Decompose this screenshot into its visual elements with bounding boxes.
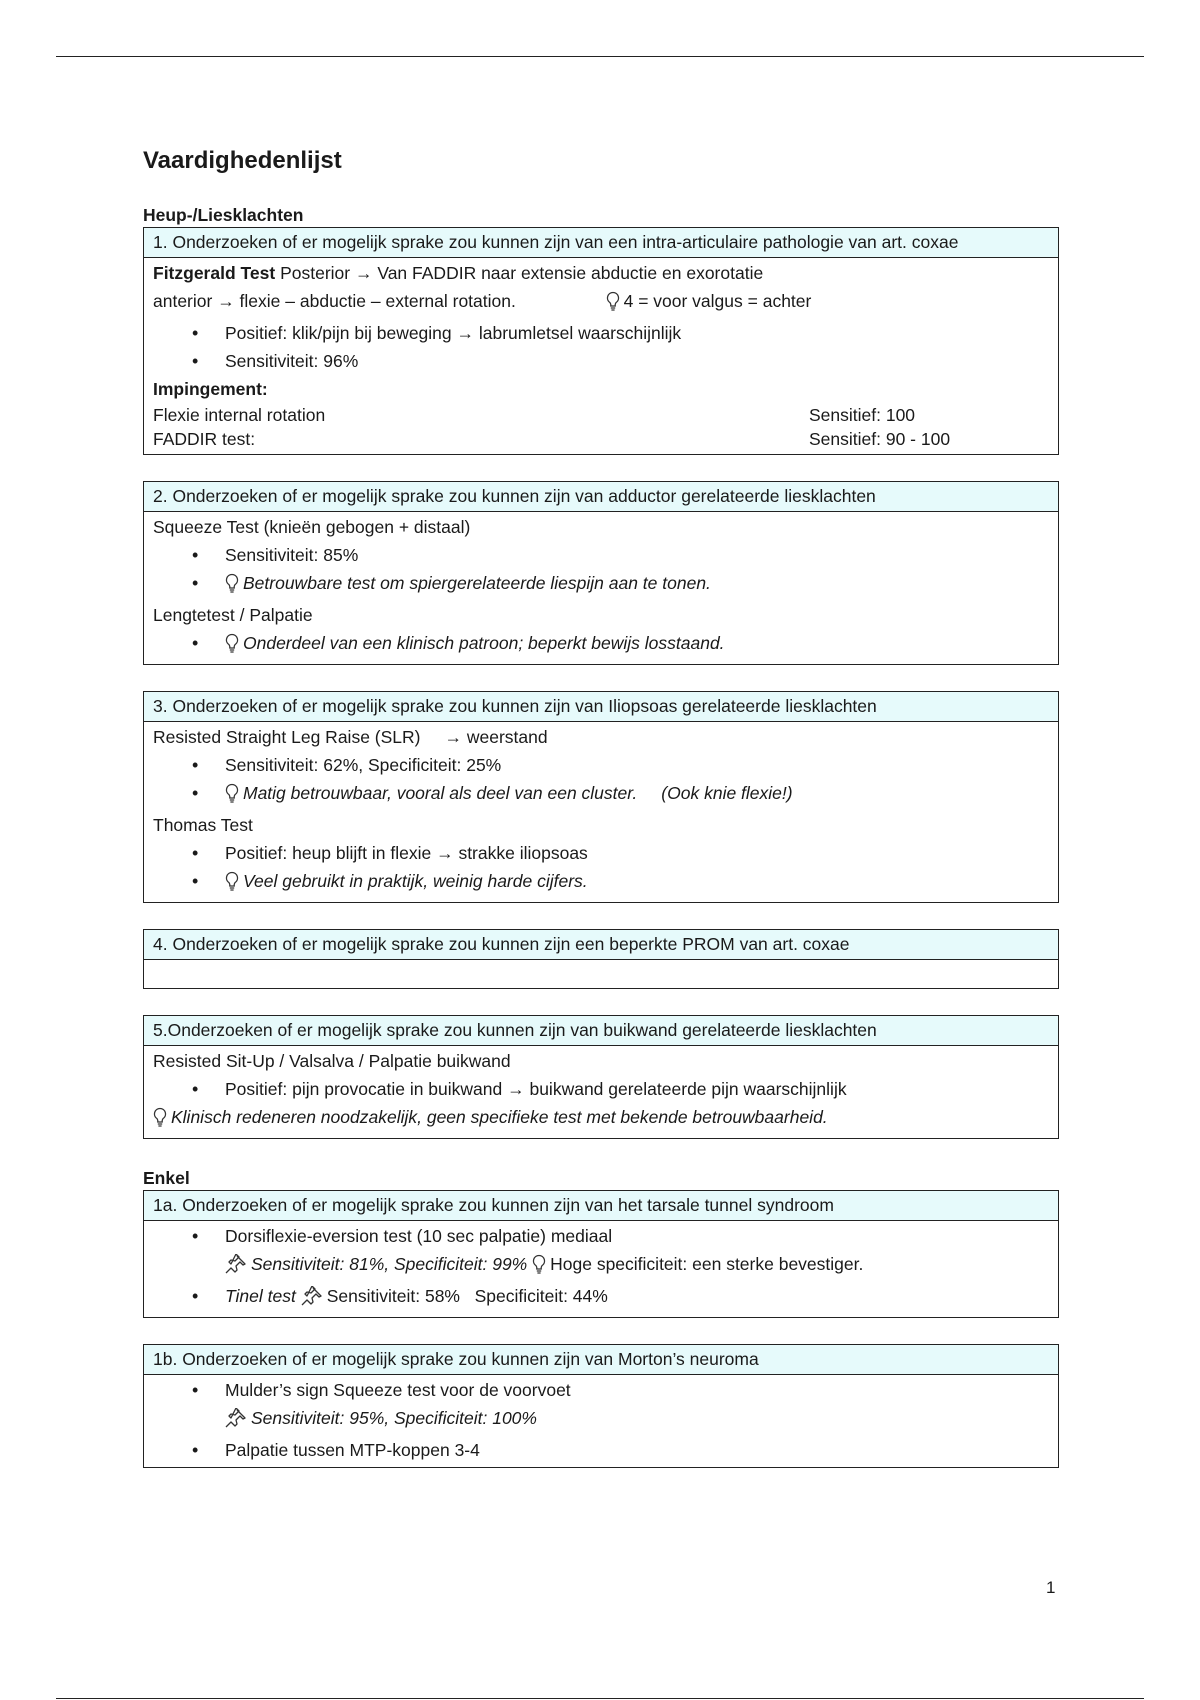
pushpin-icon <box>225 1408 247 1436</box>
impingement-test-value: Sensitief: 100 <box>809 405 916 425</box>
fitzgerald-bullets <box>153 319 1049 375</box>
list-item: • Sensitiviteit: 62%, Specificiteit: 25% <box>225 751 1049 779</box>
list-item <box>225 1282 1049 1314</box>
skill-box-5 <box>143 1015 1059 1139</box>
list-item: • Mulder’s sign Squeeze test voor de voorvoet <box>225 1376 1049 1404</box>
fitzgerald-test-label: Fitzgerald Test <box>153 263 276 283</box>
page-number: 1 <box>1046 1578 1056 1597</box>
skill-box-6-body <box>144 1221 1058 1317</box>
list-item: • Positief: heup blijft in flexie → strakke iliopsoas <box>225 839 1049 867</box>
impingement-row <box>153 427 1049 451</box>
skill-box-1-header: 1. Onderzoeken of er mogelijk sprake zou kunnen zijn van een intra-articulaire pathologie van art. coxae <box>144 228 1058 258</box>
tip-text: Betrouwbare test om spiergerelateerde liespijn aan te tonen. <box>243 573 711 593</box>
list-item <box>225 629 1049 661</box>
list-item: • Sensitiviteit: 96% <box>225 347 1049 375</box>
slr-test-label: Resisted Straight Leg Raise (SLR) <box>153 727 421 747</box>
section-heading-ankle: Enkel <box>143 1168 190 1188</box>
impingement-heading: Impingement: <box>153 379 268 399</box>
skill-box-6 <box>143 1190 1059 1318</box>
skill-box-4-header: 4. Onderzoeken of er mogelijk sprake zou kunnen zijn een beperkte PROM van art. coxae <box>144 930 1058 960</box>
footer-rule <box>56 1698 1144 1699</box>
list-item: • Positief: klik/pijn bij beweging → labrumletsel waarschijnlijk <box>225 319 1049 347</box>
anterior-line <box>153 287 1049 319</box>
skill-box-7-body <box>144 1375 1058 1467</box>
pushpin-icon <box>225 1254 247 1282</box>
squeeze-bullets <box>153 541 1049 601</box>
tip-text: Klinisch redeneren noodzakelijk, geen specifieke test met bekende betrouwbaarheid. <box>171 1107 828 1127</box>
tip-note: (Ook knie flexie!) <box>661 783 793 803</box>
document-content <box>143 144 1059 1494</box>
thomas-test-line: Thomas Test <box>153 815 253 835</box>
header-rule <box>56 56 1144 57</box>
lightbulb-icon <box>153 1107 167 1135</box>
fitzgerald-description: Posterior → Van FADDIR naar extensie abductie en exorotatie <box>280 263 764 283</box>
lengtetest-line: Lengtetest / Palpatie <box>153 605 313 625</box>
sensitivity-text: Sensitiviteit: 95%, Specificiteit: 100% <box>251 1408 537 1428</box>
skill-box-6-header: 1a. Onderzoeken of er mogelijk sprake zou kunnen zijn van het tarsale tunnel syndroom <box>144 1191 1058 1221</box>
slr-line <box>153 723 1049 751</box>
squeeze-test-line: Squeeze Test (knieën gebogen + distaal) <box>153 517 471 537</box>
skill-box-4 <box>143 929 1059 989</box>
impingement-test-label: FADDIR test: <box>153 429 256 449</box>
section-heading-hip: Heup-/Liesklachten <box>143 205 304 225</box>
tip-text: Hoge specificiteit: een sterke bevestiger. <box>550 1254 864 1274</box>
lightbulb-icon <box>606 291 620 319</box>
tip-text: Onderdeel van een klinisch patroon; beperkt bewijs losstaand. <box>243 633 725 653</box>
impingement-test-label: Flexie internal rotation <box>153 405 326 425</box>
skill-box-3-header: 3. Onderzoeken of er mogelijk sprake zou kunnen zijn van Iliopsoas gerelateerde liesklachten <box>144 692 1058 722</box>
fitzgerald-line <box>153 259 1049 287</box>
pushpin-icon <box>301 1286 323 1314</box>
skill-box-1 <box>143 227 1059 455</box>
skill-box-1-body <box>144 258 1058 454</box>
situp-bullets <box>153 1075 1049 1103</box>
sensitivity-text: Sensitiviteit: 58% Specificiteit: 44% <box>326 1286 608 1306</box>
lightbulb-icon <box>225 633 239 661</box>
skill-box-2-header: 2. Onderzoeken of er mogelijk sprake zou kunnen zijn van adductor gerelateerde liesklachten <box>144 482 1058 512</box>
skill-box-7 <box>143 1344 1059 1468</box>
list-item <box>225 569 1049 601</box>
situp-line: Resisted Sit-Up / Valsalva / Palpatie buikwand <box>153 1051 511 1071</box>
skill-box-5-body <box>144 1046 1058 1138</box>
tip-text: Matig betrouwbaar, vooral als deel van een cluster. <box>243 783 638 803</box>
list-item <box>225 867 1049 899</box>
thomas-bullets <box>153 839 1049 899</box>
clinical-reasoning-line <box>153 1103 1049 1135</box>
skill-box-5-header: 5.Onderzoeken of er mogelijk sprake zou kunnen zijn van buikwand gerelateerde liesklachten <box>144 1016 1058 1046</box>
list-item: • Positief: pijn provocatie in buikwand → buikwand gerelateerde pijn waarschijnlijk <box>225 1075 1049 1103</box>
slr-bullets <box>153 751 1049 811</box>
skill-box-3 <box>143 691 1059 903</box>
skill-box-4-body <box>144 960 1058 988</box>
page-title: Vaardighedenlijst <box>143 147 342 174</box>
lightbulb-icon <box>225 871 239 899</box>
tip-text: 4 = voor valgus = achter <box>623 291 812 311</box>
lightbulb-icon <box>225 573 239 601</box>
morton-stats-line <box>153 1404 1049 1436</box>
list-item <box>225 779 1049 811</box>
impingement-row <box>153 403 1049 427</box>
skill-box-3-body <box>144 722 1058 902</box>
sensitivity-text: Sensitiviteit: 81%, Specificiteit: 99% <box>251 1254 528 1274</box>
list-item: • Palpatie tussen MTP-koppen 3-4 <box>225 1436 1049 1464</box>
lightbulb-icon <box>225 783 239 811</box>
skill-box-2 <box>143 481 1059 665</box>
lightbulb-icon <box>532 1254 546 1282</box>
tarsal-bullets <box>153 1222 1049 1250</box>
list-item: • Dorsiflexie-eversion test (10 sec palpatie) mediaal <box>225 1222 1049 1250</box>
list-item: • Sensitiviteit: 85% <box>225 541 1049 569</box>
tinel-test-label: Tinel test <box>225 1286 296 1306</box>
morton-bullets-2 <box>153 1436 1049 1464</box>
slr-test-note: → weerstand <box>444 727 548 747</box>
lengtetest-bullets <box>153 629 1049 661</box>
skill-box-2-body <box>144 512 1058 664</box>
tip-text: Veel gebruikt in praktijk, weinig harde cijfers. <box>243 871 588 891</box>
impingement-test-value: Sensitief: 90 - 100 <box>809 429 951 449</box>
tarsal-stats-line <box>153 1250 1049 1282</box>
morton-bullets <box>153 1376 1049 1404</box>
tinel-bullets <box>153 1282 1049 1314</box>
skill-box-7-header: 1b. Onderzoeken of er mogelijk sprake zou kunnen zijn van Morton’s neuroma <box>144 1345 1058 1375</box>
anterior-description: anterior → flexie – abductie – external rotation. <box>153 291 516 311</box>
